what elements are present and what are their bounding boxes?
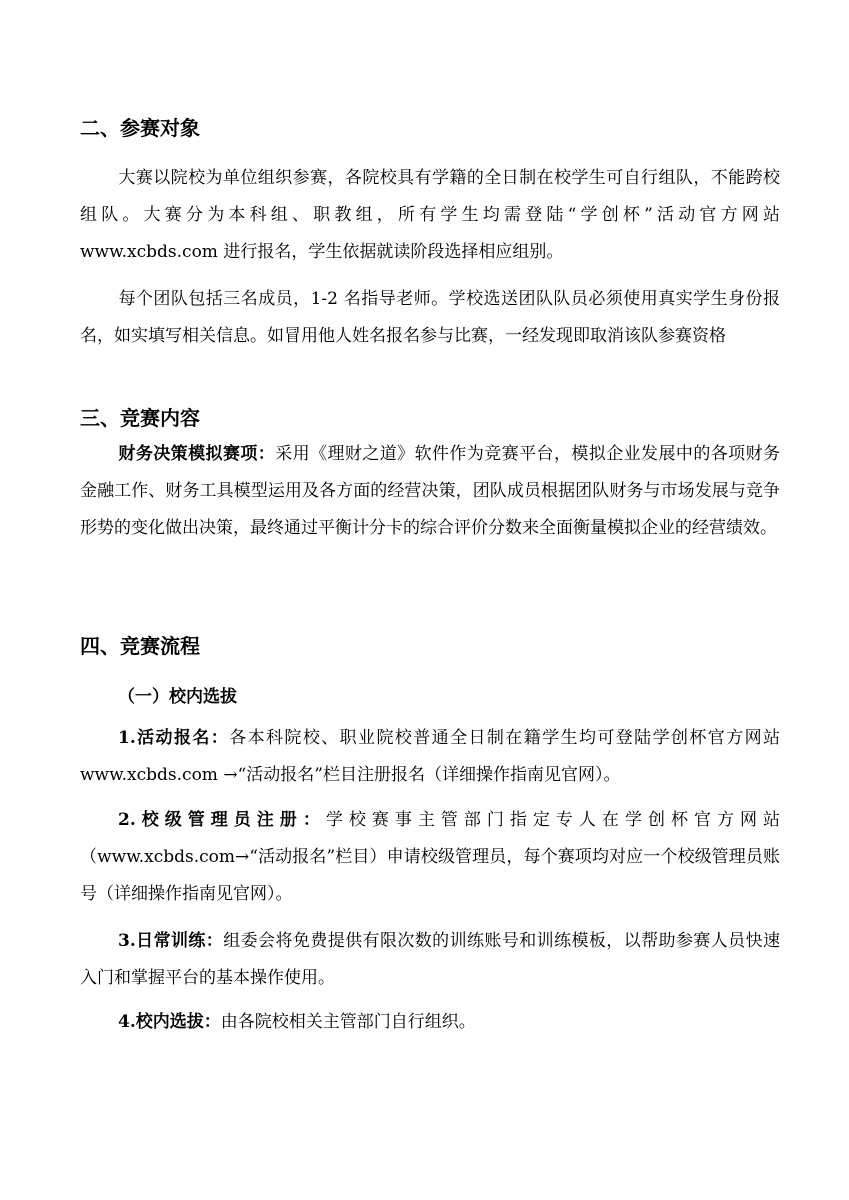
process-step-1-body: 各本科院校、职业院校普通全日制在籍学生均可登陆学创杯官方网站 www.xcbds.com →“活动报名”栏目注册报名（详细操作指南见官网）。 [80,728,781,785]
process-step-2-lead: 2.校级管理员注册： [118,810,326,830]
content-paragraph [80,436,780,547]
participants-paragraph-2-text: 每个团队包括三名成员，1-2 名指导老师。学校选送团队队员必须使用真实学生身份报名，如实填写相关信息。如冒用他人姓名报名参与比赛，一经发现即取消该队参赛资格 [80,289,780,346]
process-step-1-lead: 1.活动报名： [118,728,230,748]
section-heading-participants: 二、参赛对象 [80,116,200,140]
process-step-4 [80,1004,780,1041]
content-body: 采用《理财之道》软件作为竞赛平台，模拟企业发展中的各项财务金融工作、财务工具模型运用及各方面的经营决策，团队成员根据团队财务与市场发展与竞争形势的变化做出决策，最终通过平衡计分卡的综合评价分数来全面衡量模拟企业的经营绩效。 [80,444,781,538]
participants-paragraph-1 [80,160,780,271]
process-subheading: （一）校内选拔 [118,687,237,707]
process-step-2 [80,802,780,913]
process-step-2-body: 学校赛事主管部门指定专人在学创杯官方网站（www.xcbds.com→“活动报名”栏目）申请校级管理员，每个赛项均对应一个校级管理员账号（详细操作指南见官网）。 [80,810,780,904]
process-step-3-body: 组委会将免费提供有限次数的训练账号和训练模板，以帮助参赛人员快速入门和掌握平台的基本操作使用。 [80,931,781,988]
process-step-3-lead: 3.日常训练： [118,931,224,951]
section-heading-content: 三、竞赛内容 [80,406,200,430]
content-lead: 财务决策模拟赛项： [118,444,276,464]
process-step-3 [80,923,780,997]
process-step-4-body: 由各院校相关主管部门自行组织。 [220,1012,476,1032]
participants-paragraph-2 [80,281,780,355]
section-heading-process: 四、竞赛流程 [80,634,200,658]
participants-paragraph-1-text: 大赛以院校为单位组织参赛，各院校具有学籍的全日制在校学生可自行组队，不能跨校组队。大赛分为本科组、职教组，所有学生均需登陆“学创杯”活动官方网站 www.xcbds.com 进行报名，学生依据就读阶段选择相应组别。 [80,168,780,262]
process-step-4-lead: 4.校内选拔： [118,1012,221,1032]
process-step-1 [80,720,780,794]
